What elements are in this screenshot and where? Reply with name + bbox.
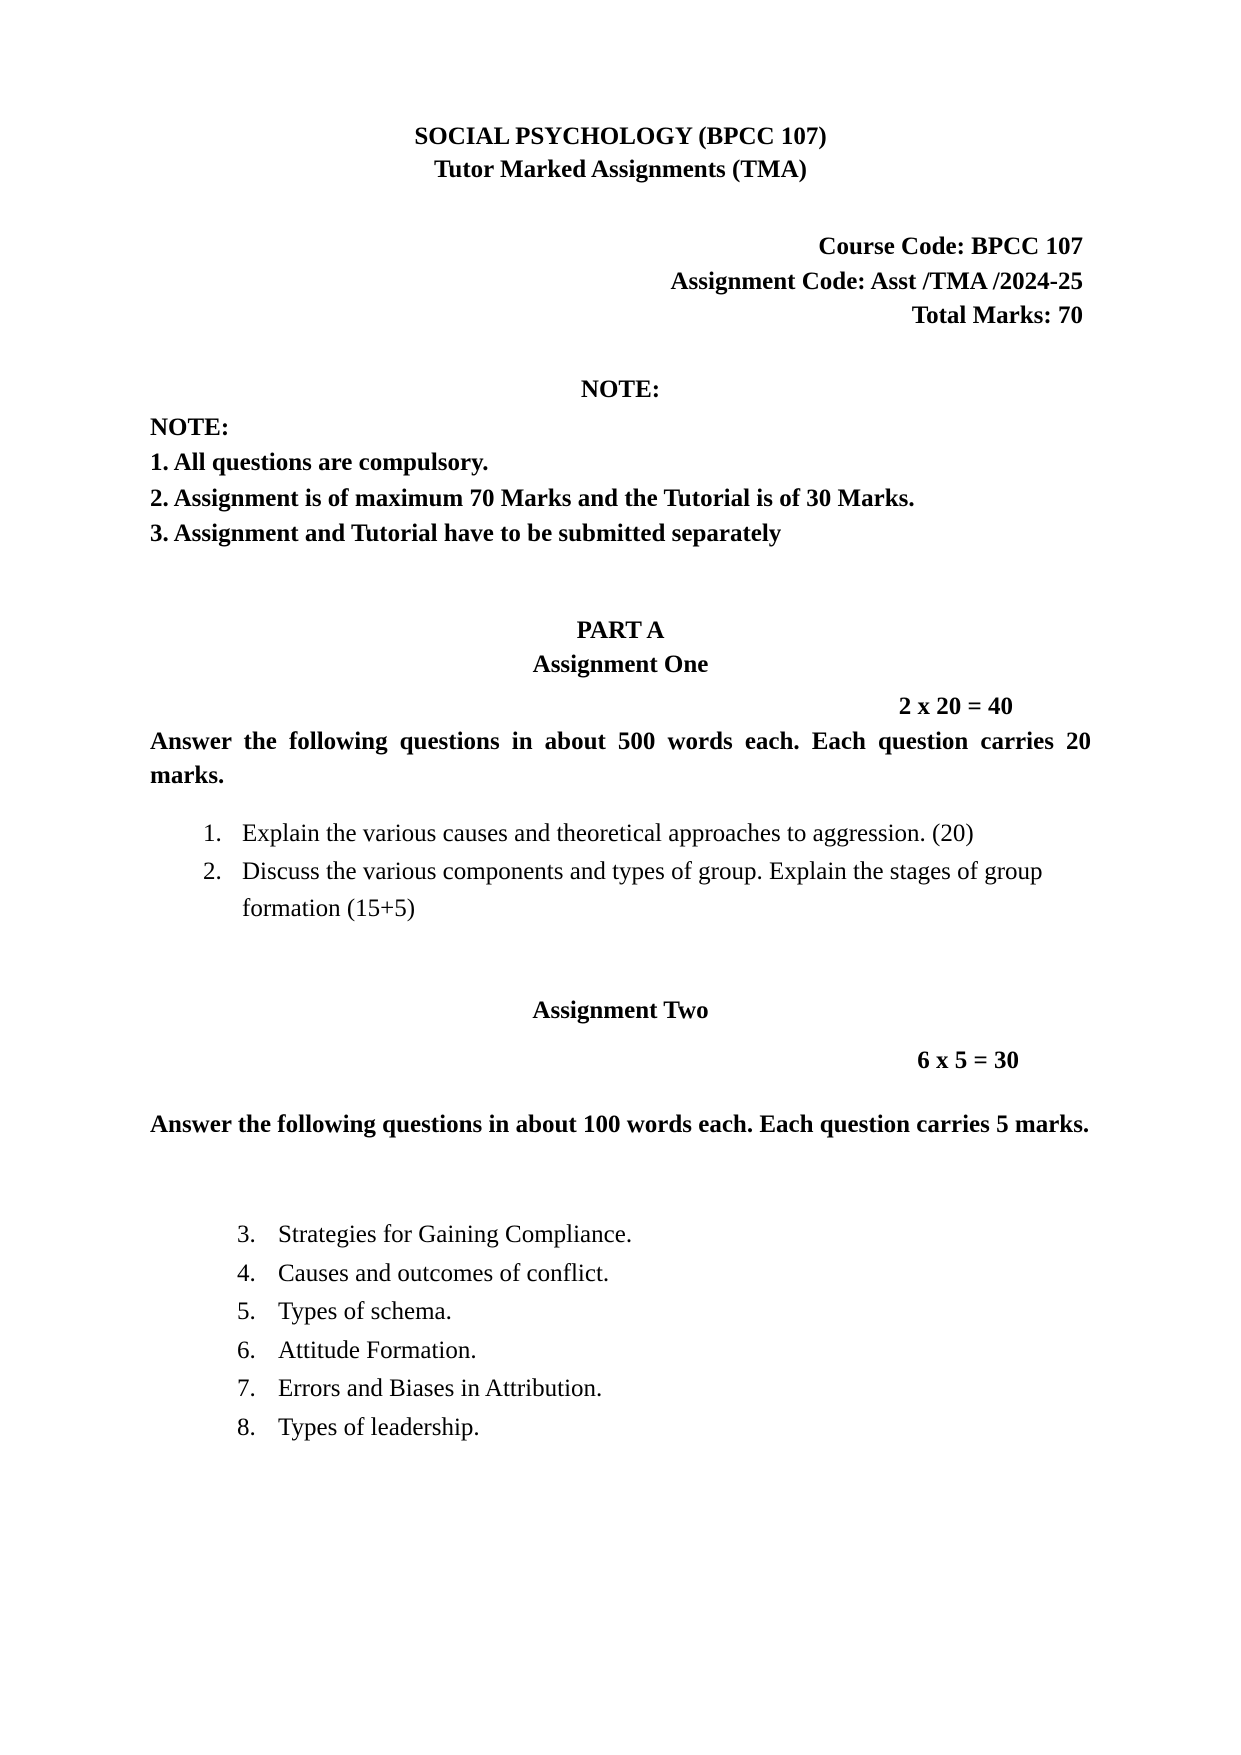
note-list — [150, 410, 1091, 552]
part-a-heading — [150, 614, 1091, 683]
note-item-3: 3. Assignment and Tutorial have to be submitted separately — [150, 520, 782, 547]
list-item: 3. Strategies for Gaining Compliance. — [262, 1217, 1091, 1254]
assignment-two-instruction: Answer the following questions in about 100 words each. Each question carries 5 marks. — [150, 1111, 1090, 1138]
list-item: 5. Types of schema. — [262, 1294, 1091, 1331]
total-marks: Total Marks: 70 — [911, 302, 1083, 329]
assignment-one-instruction: Answer the following questions in about 500 words each. Each question carries 20 marks. — [150, 727, 1091, 789]
part-a-label: PART A — [576, 616, 665, 644]
note-heading: NOTE: — [580, 375, 661, 403]
list-item: 1. Explain the various causes and theoretical approaches to aggression. (20) — [228, 816, 1091, 853]
assignment-two-heading: Assignment Two — [532, 997, 709, 1024]
assignment-two-question-list — [150, 1217, 1091, 1446]
assignment-code: Assignment Code: Asst /TMA /2024-25 — [670, 267, 1083, 295]
list-item: 6. Attitude Formation. — [262, 1333, 1091, 1370]
assignment-two-marks: 6 x 5 = 30 — [917, 1047, 1019, 1074]
list-item: 4. Causes and outcomes of conflict. — [262, 1256, 1091, 1293]
assignment-one-marks: 2 x 20 = 40 — [898, 692, 1013, 720]
note-item-2: 2. Assignment is of maximum 70 Marks and the Tutorial is of 30 Marks. — [150, 484, 915, 512]
list-item: 8. Types of leadership. — [262, 1410, 1091, 1447]
course-info-block — [150, 230, 1091, 334]
document-title — [150, 120, 1091, 186]
title-line-1: SOCIAL PSYCHOLOGY (BPCC 107) — [414, 123, 827, 150]
assignment-one-question-list — [150, 816, 1091, 928]
list-item: 7. Errors and Biases in Attribution. — [262, 1371, 1091, 1408]
title-line-2: Tutor Marked Assignments (TMA) — [434, 156, 807, 183]
course-code: Course Code: BPCC 107 — [818, 233, 1083, 260]
assignment-one-label: Assignment One — [532, 651, 709, 678]
note-item-1: 1. All questions are compulsory. — [150, 449, 489, 476]
list-item: 2. Discuss the various components and types of group. Explain the stages of group formation (15+5) — [228, 854, 1091, 927]
note-label: NOTE: — [150, 413, 230, 441]
